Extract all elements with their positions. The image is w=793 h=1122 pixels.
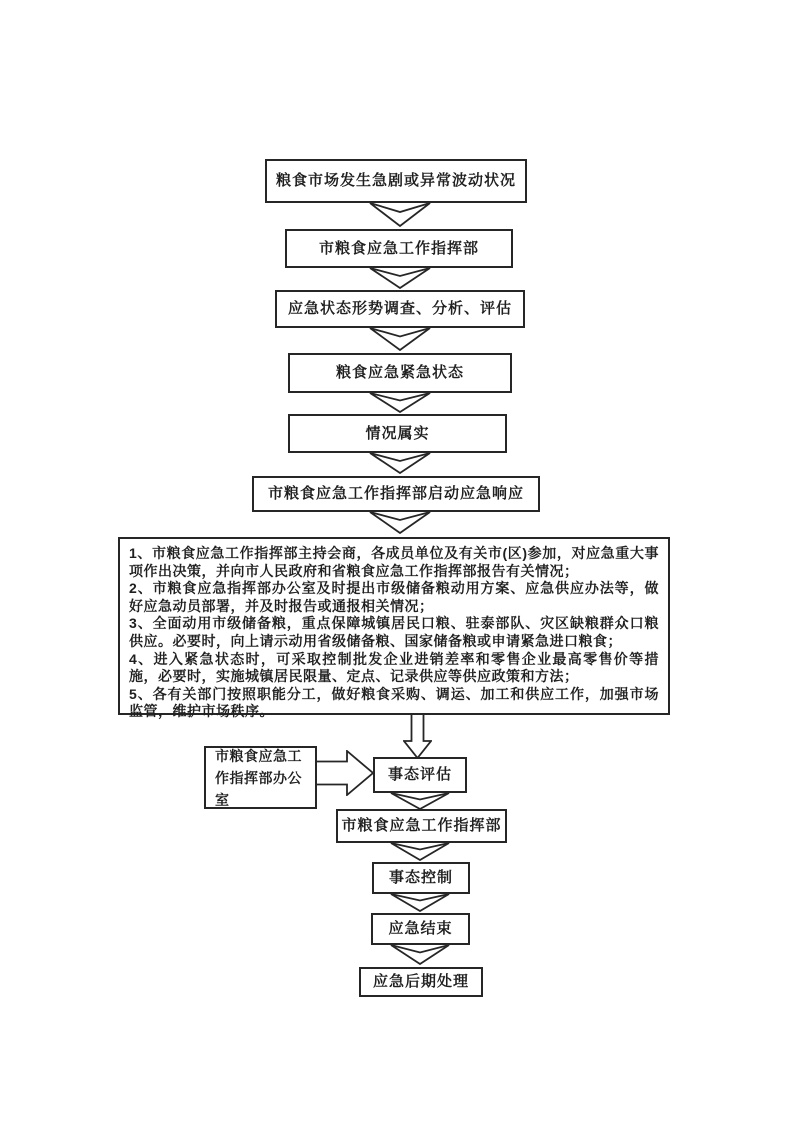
measure-item-3: 3、全面动用市级储备粮，重点保障城镇居民口粮、驻泰部队、灾区缺粮群众口粮供应。必要时，向上请示动用省级储备粮、国家储备粮或申请紧急进口粮食； (129, 615, 659, 649)
chevron-down-arrow (390, 893, 450, 912)
flow-box-situation-verified: 情况属实 (288, 414, 507, 453)
chevron-down-arrow (390, 792, 450, 810)
chevron-down-arrow (369, 267, 431, 289)
chevron-down-arrow (390, 842, 450, 861)
measure-item-1: 1、市粮食应急工作指挥部主持会商，各成员单位及有关市(区)参加，对应急重大事项作出决策，并向市人民政府和省粮食应急工作指挥部报告有关情况； (129, 545, 659, 579)
chevron-down-arrow (369, 511, 431, 534)
flow-box-situation-assessment: 事态评估 (373, 757, 467, 793)
chevron-down-arrow (369, 452, 431, 474)
flow-box-emergency-end: 应急结束 (371, 913, 470, 945)
emergency-measures-box (118, 537, 670, 720)
measure-item-4: 4、进入紧急状态时，可采取控制批发企业进销差率和零售企业最高零售价等措施，必要时，实施城镇居民限量、定点、记录供应等供应政策和方法； (129, 650, 659, 685)
chevron-down-arrow (369, 392, 431, 413)
chevron-down-arrow (369, 202, 431, 227)
chevron-down-arrow (369, 327, 431, 351)
flow-box-situation-control: 事态控制 (372, 862, 470, 894)
flow-box-emergency-headquarters: 市粮食应急工作指挥部 (285, 229, 513, 268)
measure-item-2: 2、市粮食应急指挥部办公室及时提出市级储备粮动用方案、应急供应办法等，做好应急动员部署，并及时报告或通报相关情况； (129, 580, 659, 614)
chevron-down-arrow (390, 944, 450, 965)
flow-box-grain-emergency-state: 粮食应急紧急状态 (288, 353, 512, 393)
flow-box-headquarters-office: 市粮食应急工作指挥部办公室 (204, 746, 317, 809)
flow-box-emergency-headquarters-2: 市粮食应急工作指挥部 (336, 809, 507, 843)
flow-box-start-emergency-response: 市粮食应急工作指挥部启动应急响应 (252, 476, 540, 512)
block-right-arrow (316, 750, 374, 796)
measure-item-5: 5、各有关部门按照职能分工，做好粮食采购、调运、加工和供应工作，加强市场监管，维护市场秩序。 (129, 685, 659, 720)
flow-box-market-fluctuation: 粮食市场发生急剧或异常波动状况 (265, 159, 527, 203)
flow-box-situation-investigation: 应急状态形势调查、分析、评估 (275, 290, 525, 328)
flow-box-post-emergency-handling: 应急后期处理 (359, 967, 483, 997)
